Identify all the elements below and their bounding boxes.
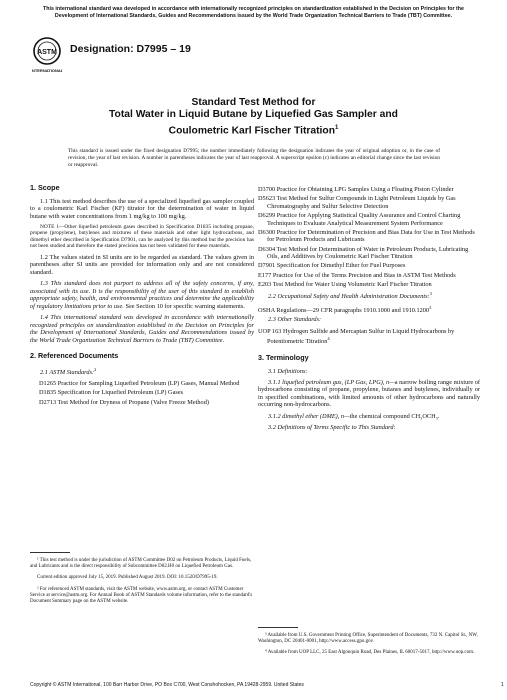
reference-d5623: D5623 Test Method for Sulfur Compounds in Light Petroleum Liquids by Gas Chromatography and Sulfur Selective Detection <box>258 195 456 210</box>
reference-d6304: D6304 Test Method for Determination of Water in Petroleum Products, Lubricating Oils, and Additives by Coulometric Karl Fischer Titration <box>258 245 469 261</box>
designation: Designation: D7995 – 19 <box>70 43 191 55</box>
page-number: 1 <box>501 682 504 688</box>
title-line-3: Coulometric Karl Fischer Titration$^1$ <box>168 124 339 137</box>
document-title <box>50 97 457 138</box>
terminology-heading: 3. Terminology <box>258 352 309 362</box>
right-footnotes <box>258 627 480 660</box>
footnote-3: ³ Available from U.S. Government Printing Office, Superintendent of Documents, 732 N. Capitol St., NW, Washington, DC 20401-0001, http://www.access.gpo.gov. <box>258 633 478 645</box>
note-1: NOTE 1—Other liquefied petroleum gases described in Specification D1835 including propane, propene (propylene), butylenes and mixtures of these materials and other light hydrocarbons, and dimethyl ether described in Specification D7901, can be analyzed by this method but the precision has not been studied and therefore the stated precision has not been validated for these materials. <box>30 223 254 250</box>
title-line-2: Total Water in Liquid Butane by Liquefied Gas Sampler and <box>109 109 398 121</box>
reference-osha: OSHA Regulations—29 CFR paragraphs 1910.1000 and 1910.1200$^3$ <box>258 305 432 315</box>
paragraph-3-2: 3.2 Definitions of Terms Specific to This Standard: <box>268 423 396 431</box>
reference-e203: E203 Test Method for Water Using Volumetric Karl Fischer Titration <box>258 280 432 288</box>
paragraph-1-2: 1.2 The values stated in SI units are to be regarded as standard. The values given in parentheses after SI units are provided for information only and are not considered standard. <box>30 253 254 276</box>
reference-d3700: D3700 Practice for Obtaining LPG Samples Using a Floating Piston Cylinder <box>258 186 454 193</box>
reference-d1835: D1835 Specification for Liquefied Petroleum (LP) Gases <box>39 389 184 397</box>
reference-uop163: UOP 163 Hydrogen Sulfide and Mercaptan Sulfur in Liquid Hydrocarbons by Potentiometric Titration$^4$ <box>258 327 455 346</box>
reference-d7901: D7901 Specification for Dimethyl Ether for Fuel Purposes <box>258 262 406 270</box>
copyright-line: Copyright © ASTM International, 100 Barr Harbor Drive, PO Box C700, West Conshohocken, PA 19428-2959. United States <box>30 682 304 688</box>
issuance-note: This standard is issued under the fixed designation D7995; the number immediately following the designation indicates the year of original adoption or, in the case of revision, the year of last revision. A number in parentheses indicates the year of last reapproval. A superscript epsilon (ε) indicates an editorial change since the last revision or reapproval. <box>68 148 440 168</box>
paragraph-2-3: 2.3 Other Standards: <box>268 316 322 324</box>
svg-text:ASTM: ASTM <box>37 49 57 56</box>
title-line-1: Standard Test Method for <box>191 97 316 108</box>
wto-notice: This international standard was developed in accordance with internationally recognized principles on standardization established in the Decision on Principles for the Development of International Standards, Guides and Recommendations issued by the World Trade Organization Technical Barriers to Trade (TBT) Committee. <box>43 6 464 19</box>
scope-heading: 1. Scope <box>30 183 60 192</box>
paragraph-3-1-2: 3.1.2 dimethyl ether (DME), n—the chemical compound CH₃OCH₃. <box>268 412 440 420</box>
paragraph-3-1-1: 3.1.1 liquefied petroleum gas, (LP Gas, LPG), n—a narrow boiling range mixture of hydrocarbons consisting of propane, propylene, butanes and butylenes, individually or in specified combinations, with limited amounts of other hydrocarbons and naturally occurring non-hydrocarbons. <box>258 378 481 409</box>
paragraph-1-3: 1.3 This standard does not purport to address all of the safety concerns, if any, associated with its use. It is the responsibility of the user of this standard to establish appropriate safety, health, and environmental practices and determine the applicability of regulatory limitations prior to use. See Section 10 for specific warning statements. <box>30 279 254 310</box>
footnote-rule-right <box>258 627 298 628</box>
reference-d2713: D2713 Test Method for Dryness of Propane (Valve Freeze Method) <box>39 398 209 406</box>
astm-logo <box>32 36 62 80</box>
paragraph-3-1: 3.1 Definitions: <box>268 367 308 375</box>
referenced-documents-heading: 2. Referenced Documents <box>30 351 119 361</box>
paragraph-1-1: 1.1 This test method describes the use of a specialized liquefied gas sampler coupled to a coulometric Karl Fischer (KF) titrator for the determination of water in liquid butane with water concentrations from 1 mg/kg to 100 mg/kg. <box>30 197 254 220</box>
footnote-2: ² For referenced ASTM standards, visit the ASTM website, www.astm.org, or contact ASTM Customer Service at service@astm.org. For Annual Book of ASTM Standards volume information, refer to the standard's Document Summary page on the ASTM website. <box>30 586 253 605</box>
footnote-1: ¹ This test method is under the jurisdiction of ASTM Committee D02 on Petroleum Products, Liquid Fuels, and Lubricants and is the direct responsibility of Subcommittee D02.H0 on Liquefied Petroleum Gas. <box>30 558 252 570</box>
reference-d6299: D6299 Practice for Applying Statistical Quality Assurance and Control Charting Techniques to Evaluate Analytical Measurement System Performance <box>258 211 461 227</box>
right-column <box>258 186 480 435</box>
paragraph-1-4: 1.4 This international standard was developed in accordance with internationally recognized principles on standardization established in the Decision on Principles for the Development of International Standards, Guides and Recommendations issued by the World Trade Organization Technical Barriers to Trade (TBT) Committee. <box>30 313 254 344</box>
footnote-1-edition: Current edition approved July 15, 2019. Published August 2019. DOI: 10.1520/D7995-19. <box>37 575 218 581</box>
footnote-rule <box>30 552 70 553</box>
astm-logo-icon <box>32 36 62 80</box>
paragraph-2-1: 2.1 ASTM Standards:$^2$ <box>40 366 97 376</box>
svg-text:INTERNATIONAL: INTERNATIONAL <box>32 68 62 73</box>
left-column <box>30 184 254 408</box>
paragraph-2-2: 2.2 Occupational Safety and Health Administration Documents:$^3$ <box>268 290 432 300</box>
reference-d6300: D6300 Practice for Determination of Precision and Bias Data for Use in Test Methods for Petroleum Products and Lubricants <box>258 228 475 244</box>
footnote-4: ⁴ Available from UOP LLC, 25 East Algonquin Road, Des Plaines, IL 60017-5017, http://www.uop.com. <box>265 650 475 656</box>
left-footnotes <box>30 552 254 608</box>
reference-d1265: D1265 Practice for Sampling Liquefied Petroleum (LP) Gases, Manual Method <box>39 380 240 388</box>
reference-e177: E177 Practice for Use of the Terms Precision and Bias in ASTM Test Methods <box>258 271 456 279</box>
